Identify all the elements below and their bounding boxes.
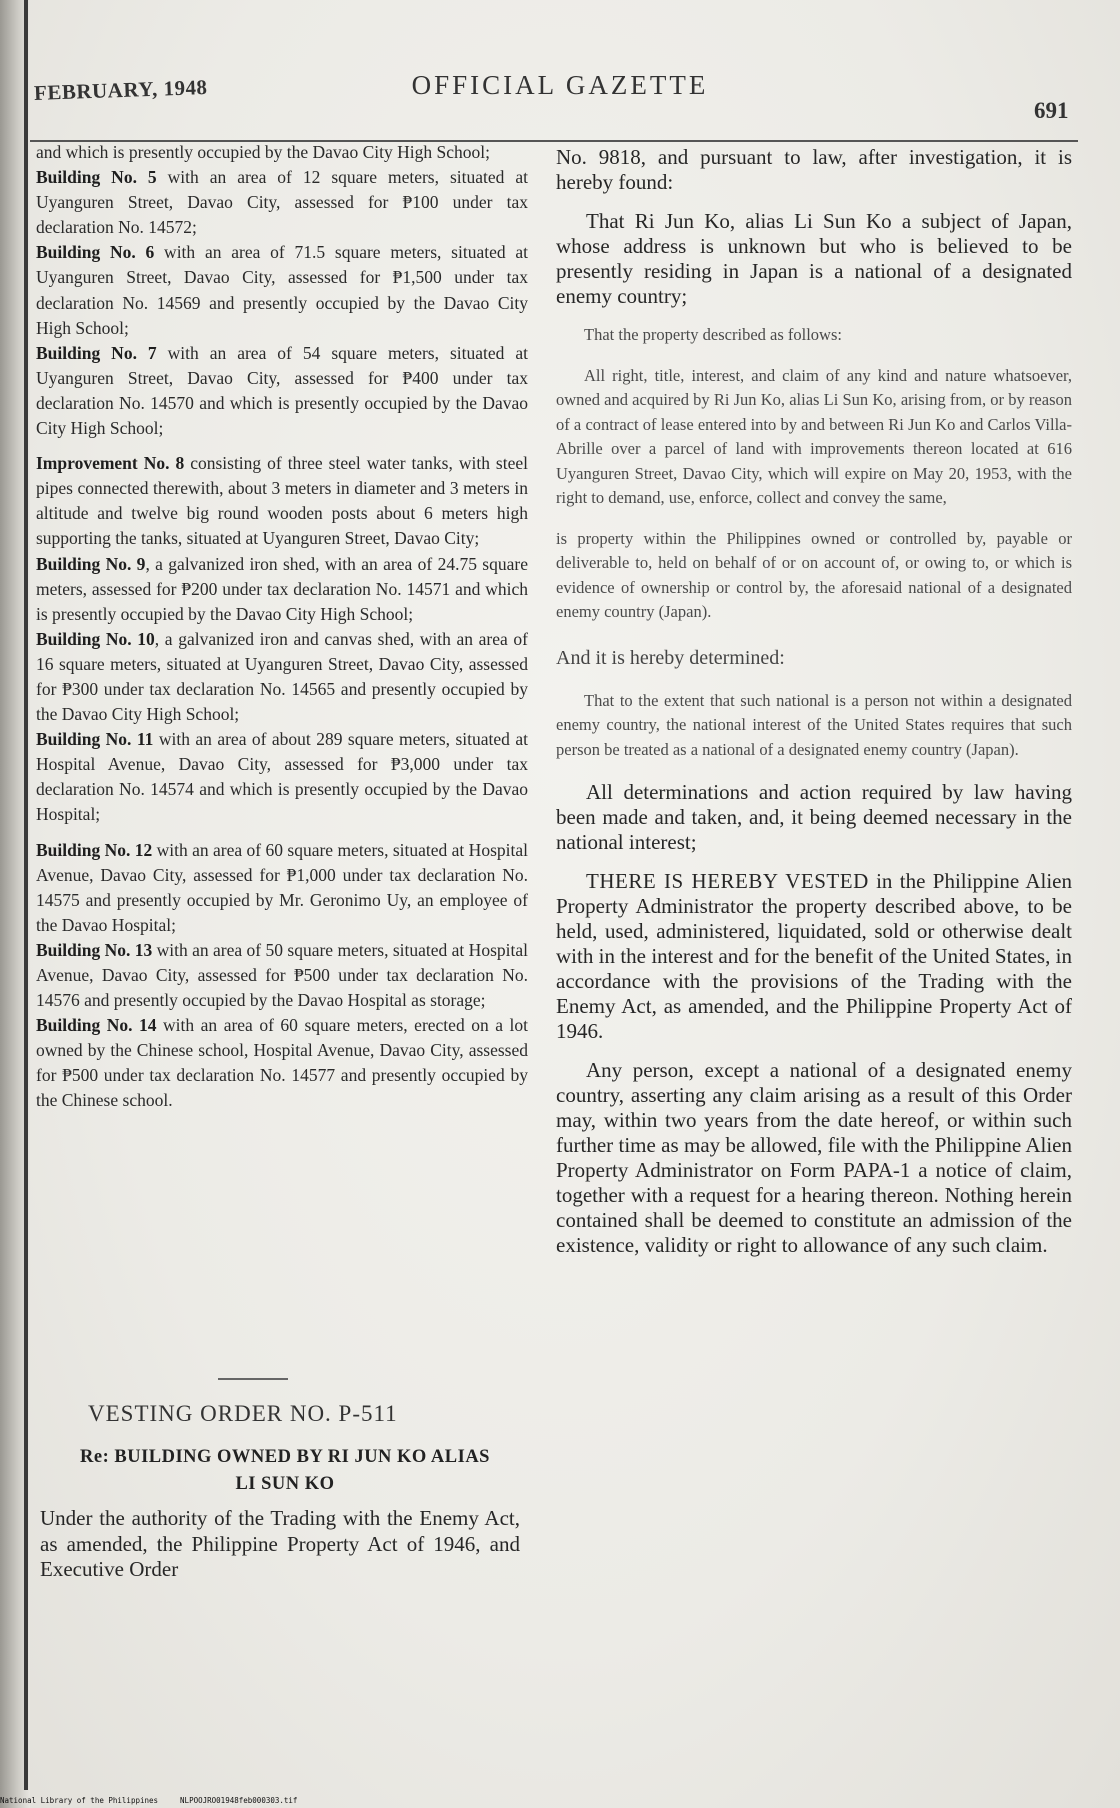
left-paragraph: Building No. 9, a galvanized iron shed, with an area of 24.75 square meters, assessed for ₱200 under tax declaration No. 14571 and which is presently occupied by the Davao City High School; xyxy=(36,553,528,624)
right-paragraph: No. 9818, and pursuant to law, after investigation, it is hereby found: xyxy=(556,145,1072,194)
left-paragraph: Building No. 6 with an area of 71.5 square meters, situated at Uyanguren Street, Davao City, assessed for ₱1,500 under tax declaration No. 14569 and presently occupied by the Davao City High School; xyxy=(36,242,528,338)
right-paragraph: All determinations and action required by law having been made and taken, and, it being deemed necessary in the national interest; xyxy=(556,780,1072,854)
left-paragraph: and which is presently occupied by the Davao City High School; xyxy=(36,142,490,162)
left-paragraph: Building No. 11 with an area of about 289 square meters, situated at Hospital Avenue, Davao City, assessed for ₱3,000 under tax declaration No. 14574 and which is presently occupied by the Davao Hospital; xyxy=(36,729,528,825)
right-paragraph: THERE IS HEREBY VESTED in the Philippine Alien Property Administrator the property described above, to be held, used, administered, liquidated, sold or otherwise dealt with in the interest and for the benefit of the United States, in accordance with the provisions of the Trading with the Enemy Act, as amended, and the Philippine Property Act of 1946. xyxy=(556,869,1072,1043)
right-paragraph: Any person, except a national of a designated enemy country, asserting any claim arising as a result of this Order may, within two years from the date hereof, or within such further time as may be allowed, file with the Philippine Alien Property Administrator on Form PAPA-1 a notice of claim, together with a request for a hearing thereon. Nothing herein contained shall be deemed to constitute an admission of the existence, validity or right to allowance of any such claim. xyxy=(556,1058,1072,1257)
right-paragraph: And it is hereby determined: xyxy=(556,646,785,669)
right-paragraph: That the property described as follows: xyxy=(584,325,842,344)
right-paragraph: That Ri Jun Ko, alias Li Sun Ko a subject of Japan, whose address is unknown but who is believed to be presently residing in Japan is a national of a designated enemy country; xyxy=(556,209,1072,308)
header-date: FEBRUARY, 1948 xyxy=(33,74,208,106)
right-paragraph: is property within the Philippines owned or controlled by, payable or deliverable to, held on behalf of or on account of, or owing to, or which is evidence of ownership or control by, the aforesaid national of a designated enemy country (Japan). xyxy=(556,528,1072,621)
right-paragraph: All right, title, interest, and claim of any kind and nature whatsoever, owned and acquired by Ri Jun Ko, alias Li Sun Ko, arising from, or by reason of a contract of lease entered into by and between Ri Jun Ko and Carlos Villa-Abrille over a parcel of land with improvements thereon located at 616 Uyanguren Street, Davao City, which will expire on May 20, 1953, with the right to demand, use, enforce, collect and convey the same, xyxy=(556,365,1072,507)
left-paragraph: Building No. 7 with an area of 54 square meters, situated at Uyanguren Street, Davao City, assessed for ₱400 under tax declaration No. 14570 and which is presently occupied by the Davao City High School; xyxy=(36,342,528,439)
left-paragraph: Building No. 5 with an area of 12 square meters, situated at Uyanguren Street, Davao City, assessed for ₱100 under tax declaration No. 14572; xyxy=(36,167,528,238)
left-paragraph: Building No. 10, a galvanized iron and canvas shed, with an area of 16 square meters, situated at Uyanguren Street, Davao City, assessed for ₱300 under tax declaration No. 14565 and presently occupied by the Davao City High School; xyxy=(36,628,528,725)
left-column xyxy=(36,140,528,1114)
right-paragraph: That to the extent that such national is a person not within a designated enemy country, the national interest of the United States requires that such person be treated as a national of a designated enemy country (Japan). xyxy=(556,690,1072,759)
vesting-order-title: VESTING ORDER NO. P-511 xyxy=(88,1401,398,1426)
left-paragraph: Building No. 14 with an area of 60 square meters, erected on a lot owned by the Chinese school, Hospital Avenue, Davao City, assessed for ₱500 under tax declaration No. 14577 and presently occupied by the Chinese school. xyxy=(36,1015,528,1111)
vesting-order-subtitle: Re: BUILDING OWNED BY RI JUN KO ALIAS LI SUN KO xyxy=(80,1447,490,1494)
binding-rule xyxy=(24,0,28,1790)
header-title: OFFICIAL GAZETTE xyxy=(411,70,709,100)
left-paragraph: Building No. 12 with an area of 60 square meters, situated at Hospital Avenue, Davao City, assessed for ₱1,000 under tax declaration No. 14575 and presently occupied by Mr. Geronimo Uy, an employee of the Davao Hospital; xyxy=(36,839,528,935)
scan-footer: National Library of the Philippines NLPOOJRO01948feb000303.tif xyxy=(0,1796,298,1805)
vesting-order-body: Under the authority of the Trading with the Enemy Act, as amended, the Philippine Property Act of 1946, and Executive Order xyxy=(40,1506,520,1581)
header-page-number: 691 xyxy=(1034,98,1069,123)
right-column xyxy=(556,145,1072,1272)
left-paragraph: Building No. 13 with an area of 50 square meters, situated at Hospital Avenue, Davao City, assessed for ₱500 under tax declaration No. 14576 and presently occupied by the Davao Hospital as storage; xyxy=(36,939,528,1011)
section-divider xyxy=(218,1378,288,1380)
left-paragraph: Improvement No. 8 consisting of three steel water tanks, with steel pipes connected therewith, about 3 meters in diameter and 3 meters in altitude and twelve big round wooden posts about 6 meters high supporting the tanks, situated at Uyanguren Street, Davao City; xyxy=(36,453,528,549)
